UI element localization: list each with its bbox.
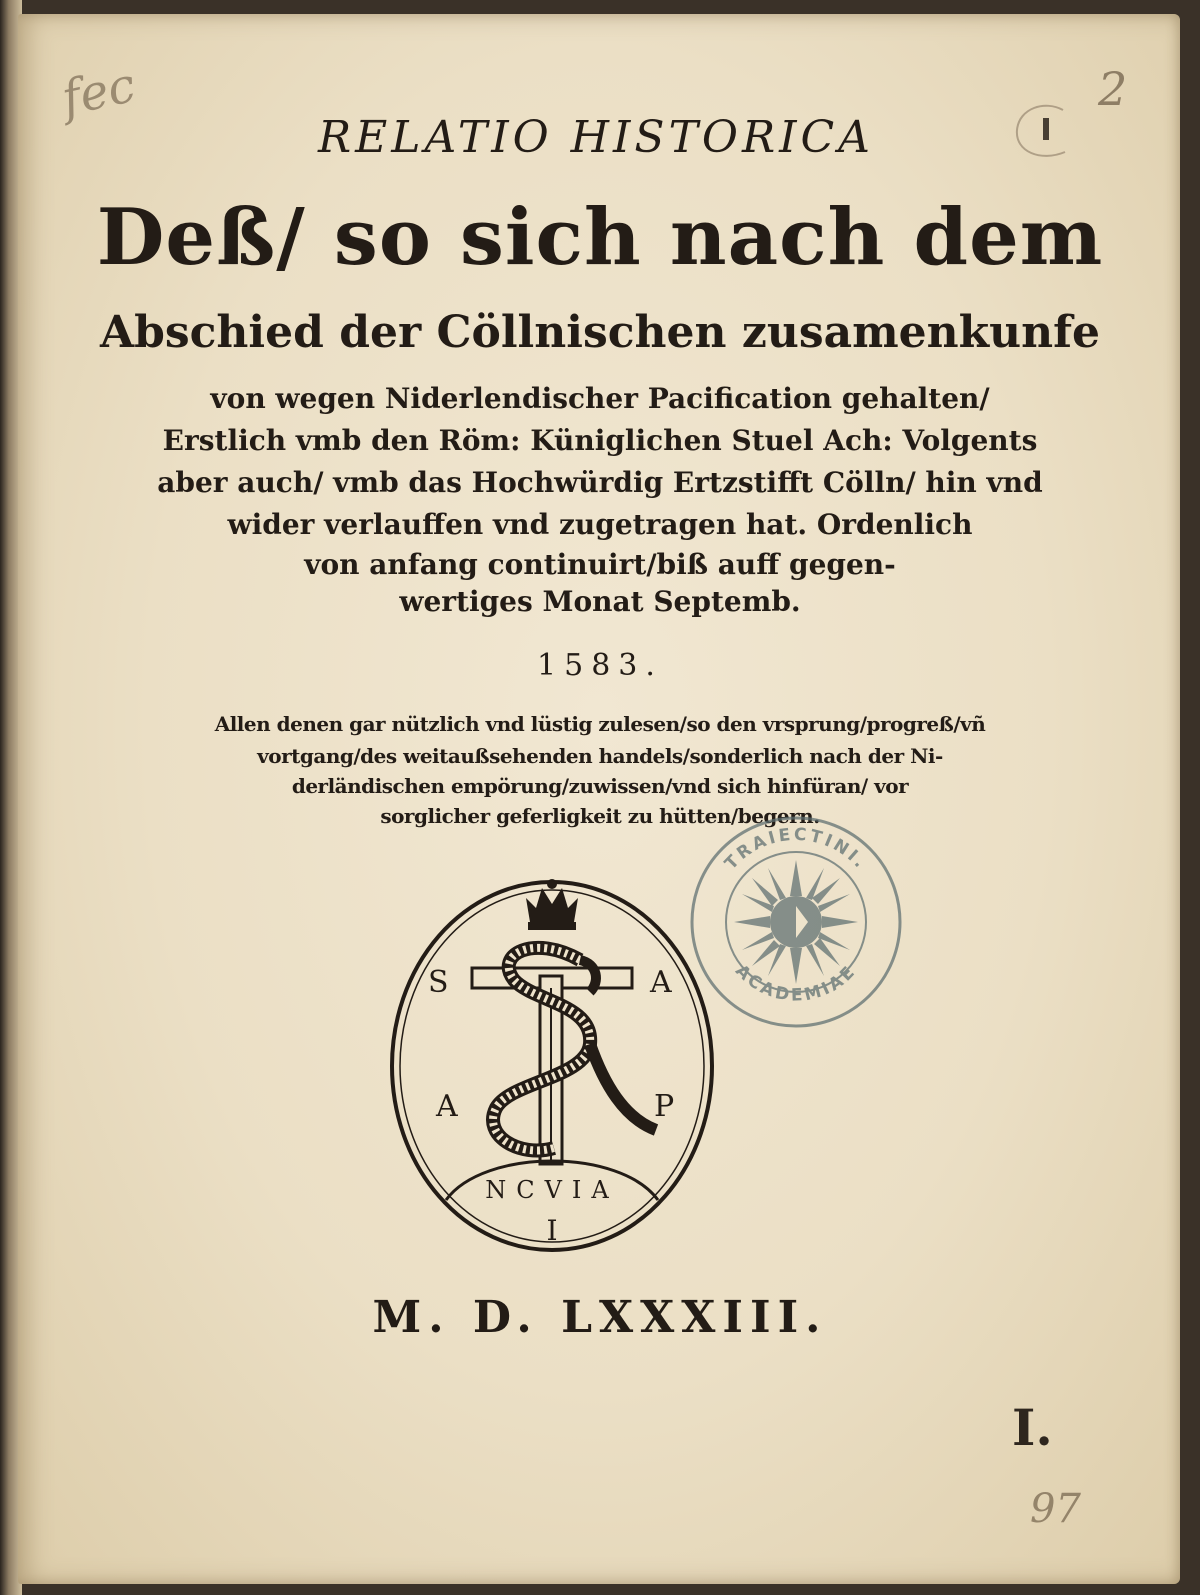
printers-mark <box>384 868 720 1260</box>
annotation-top-left: fec <box>56 57 141 127</box>
annotation-bottom-right-number: 97 <box>1030 1486 1081 1532</box>
imprint-year: M. D. LXXXIII. <box>372 1292 828 1343</box>
mark-bottom-letter: I <box>546 1214 558 1247</box>
annotation-bottom-right-mark: I. <box>1012 1398 1053 1457</box>
body-line-2: Erstlich vmb den Röm: Küniglichen Stuel Ach: Volgents <box>162 424 1038 457</box>
library-stamp <box>684 810 908 1034</box>
body-line-1: von wegen Niderlendischer Pacification gehalten/ <box>210 382 990 415</box>
annotation-top-right: 2 <box>1098 62 1128 116</box>
title-line-1: Deß/ so sich nach dem <box>96 192 1104 283</box>
body-line-3: aber auch/ vmb das Hochwürdig Ertzstifft Cölln/ hin vnd <box>157 466 1043 499</box>
body-line-6: wertiges Monat Septemb. <box>399 585 801 618</box>
body-line-4: wider verlauffen vnd zugetragen hat. Ordenlich <box>227 508 973 541</box>
note-line-3: derländischen empörung/zuwissen/vnd sich hinfüran/ vor <box>291 774 909 798</box>
stamp-bottom-text: ACADEMIAE <box>731 960 861 1006</box>
mark-letter-s: S <box>428 965 449 1000</box>
title-line-2: Abschied der Cöllnischen zusamenkunfe <box>99 307 1101 358</box>
mark-letter-p: P <box>654 1089 675 1124</box>
note-line-1: Allen denen gar nützlich vnd lüstig zulesen/so den vrsprung/progreß/vñ <box>214 712 986 736</box>
mark-letter-a-top: A <box>650 965 672 1000</box>
crown-icon <box>526 879 578 930</box>
stamp-top-text: TRAIECTINI. <box>721 824 872 874</box>
note-line-4: sorglicher geferligkeit zu hütten/begern. <box>380 804 820 828</box>
note-line-2: vortgang/des weitaußsehenden handels/sonderlich nach der Ni- <box>257 744 943 768</box>
body-line-5: von anfang continuirt/biß auff gegen- <box>304 548 896 581</box>
mark-letter-a-bottom: A <box>436 1089 458 1124</box>
year-text: 1583. <box>537 648 663 683</box>
relatio-historica-heading: RELATIO HISTORICA <box>318 112 874 163</box>
mark-arc-text: NCVIA <box>485 1176 619 1204</box>
sun-icon <box>734 860 858 984</box>
